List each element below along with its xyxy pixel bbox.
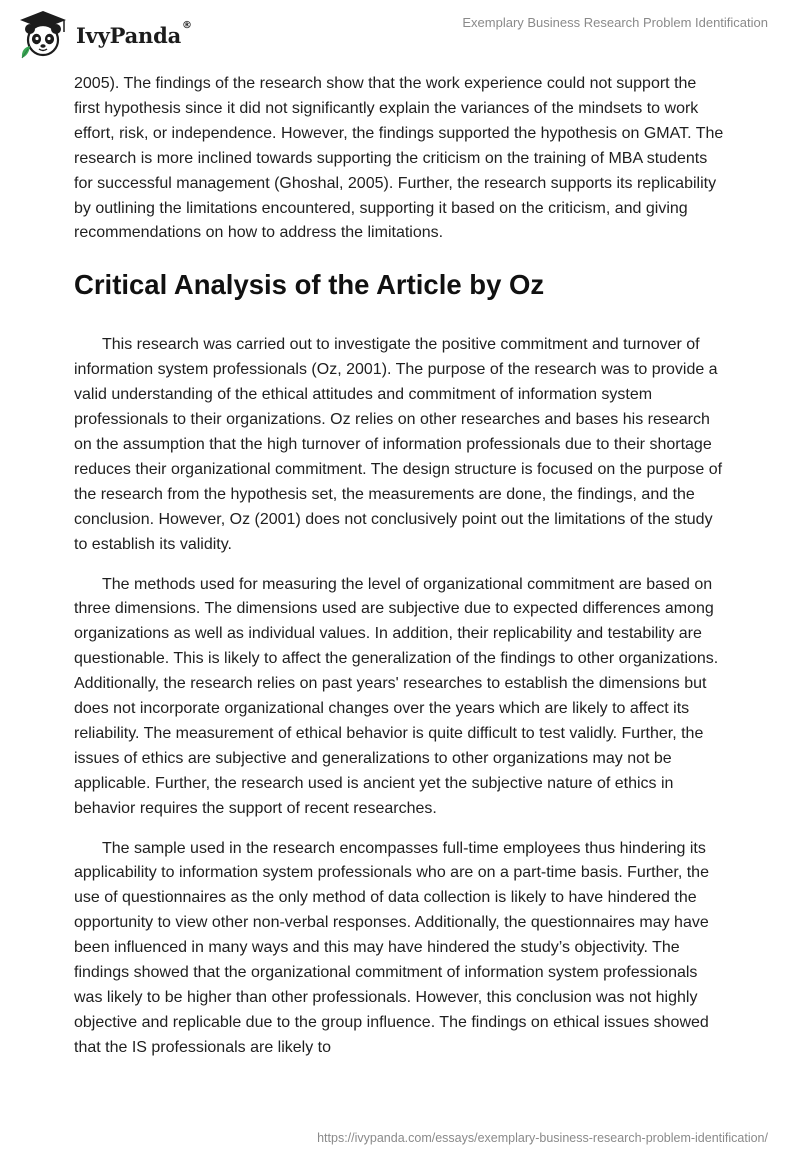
paragraph: The sample used in the research encompasses full-time employees thus hindering its applicability to information system professionals who are on a part-time basis. Further, the use of questionnaires as the only method of data collection is likely to have hindered the opportunity to view other non-verbal responses. Additionally, the questionnaires may have been influenced in many ways and this may have hindered the study’s objectivity. The findings showed that the organizational commitment of information system professionals was likely to be higher than other professionals. However, this conclusion was not highly objective and replicable due to the group influence. The findings on ethical issues showed that the IS professionals are likely to [74, 839, 709, 1056]
section-heading: Critical Analysis of the Article by Oz [74, 269, 545, 301]
document-title: Exemplary Business Research Problem Identification [462, 15, 768, 30]
page-header [0, 0, 800, 64]
paragraph: This research was carried out to investigate the positive commitment and turnover of information system professionals (Oz, 2001). The purpose of the research was to provide a valid understanding of the ethical attitudes and commitment of information system professionals to their organizations. Oz relies on other researches and bases his research on the assumption that the high turnover of information professionals due to their shortage reduces their organizational commitment. The design structure is focused on the purpose of the research from the hypothesis set, the measurements are done, the findings, and the conclusion. However, Oz (2001) does not conclusively point out the limitations of the study to establish its validity. [74, 336, 723, 553]
logo-text: IvyPanda® [76, 19, 192, 48]
panda-graduate-icon [14, 8, 72, 60]
article-body [74, 72, 726, 1076]
paragraph: 2005). The findings of the research show that the work experience could not support the first hypothesis since it did not significantly explain the variances of the mindsets to work effort, risk, or independence. However, the findings supported the hypothesis on GMAT. The research is more inclined towards supporting the criticism on the training of MBA students for successful management (Ghoshal, 2005). Further, the research supports its replicability by outlining the limitations encountered, supporting it based on the criticism, and giving recommendations on how to address the limitations. [74, 75, 724, 242]
source-url[interactable]: https://ivypanda.com/essays/exemplary-business-research-problem-identification/ [317, 1131, 768, 1145]
paragraph: The methods used for measuring the level of organizational commitment are based on three dimensions. The dimensions used are subjective due to expected differences among organizations as well as individual values. In addition, their replicability and testability are questionable. This is likely to affect the generalization of the findings to other organizations. Additionally, the research relies on past years' researches to establish the dimensions but does not incorporate organizational changes over the years which are likely to affect its reliability. The measurement of ethical behavior is quite difficult to test validly. Further, the issues of ethics are subjective and generalizations to other organizations may not be applicable. Further, the research used is ancient yet the subjective nature of ethics in behavior requires the support of recent researches. [74, 575, 719, 817]
ivypanda-logo[interactable] [14, 8, 192, 60]
